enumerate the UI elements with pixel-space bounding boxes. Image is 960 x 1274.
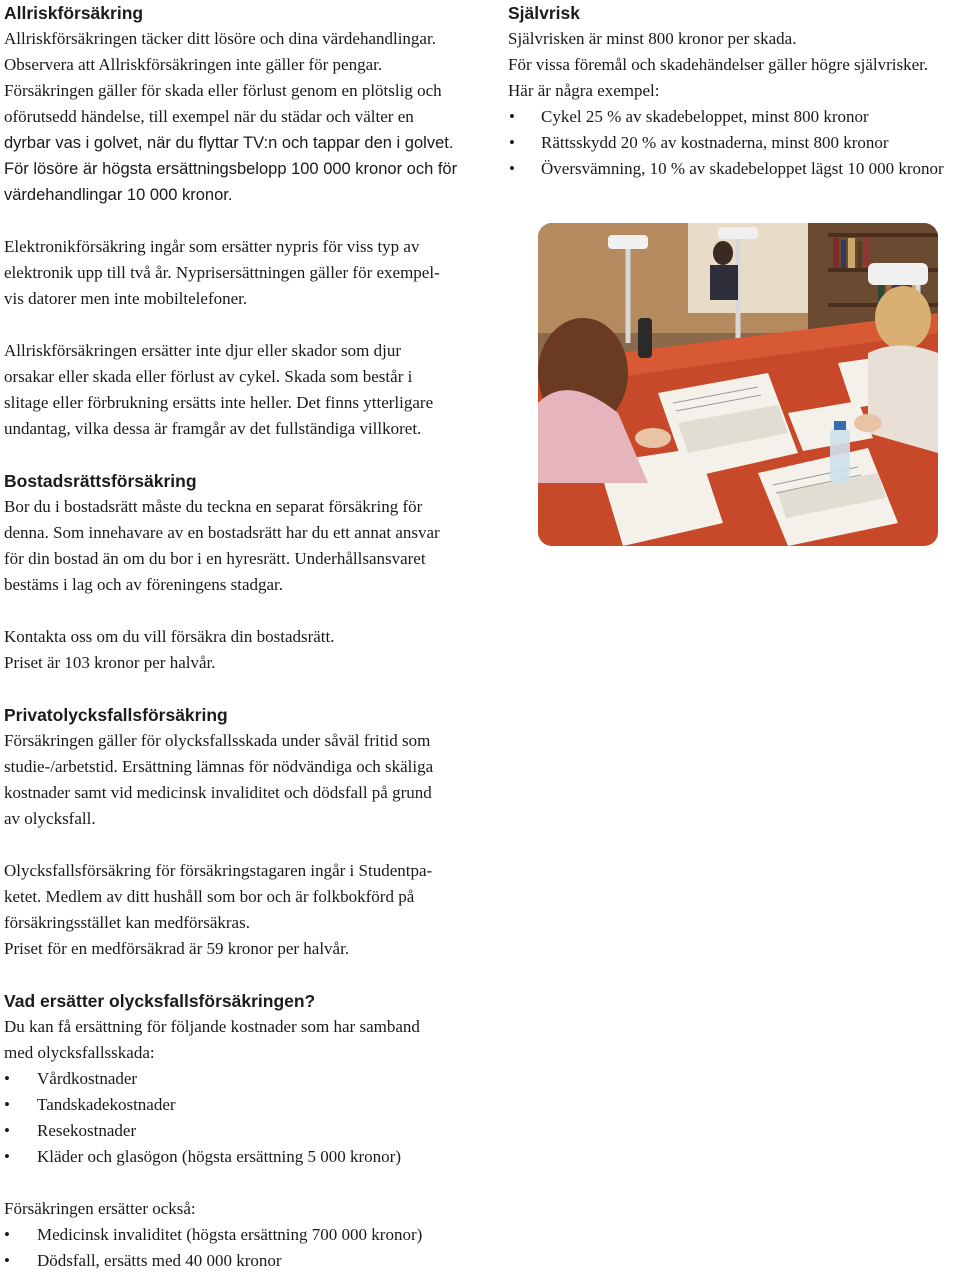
bostadsratt-section <box>4 468 474 598</box>
list-item: • Resekostnader <box>4 1118 474 1144</box>
undantag-text: slitage eller förbrukning ersätts inte heller. Det finns ytterligare <box>4 393 434 412</box>
privatolycksfall-section <box>4 702 474 832</box>
undantag-section <box>4 338 474 442</box>
allrisk-section <box>4 0 474 208</box>
list-item: • Kläder och glasögon (högsta ersättning 5 000 kronor) <box>4 1144 474 1170</box>
spacer <box>4 962 474 988</box>
sjalvrisk-list <box>508 104 960 182</box>
vad-ersatter-text: med olycksfallsskada: <box>4 1043 155 1062</box>
vad-ersatter-section <box>4 988 474 1170</box>
list-item: • Dödsfall, ersätts med 40 000 kronor <box>4 1248 474 1274</box>
kontakt-section <box>4 624 474 676</box>
spacer <box>4 442 474 468</box>
spacer <box>4 676 474 702</box>
bostadsratt-text: denna. Som innehavare av en bostadsrätt har du ett annat ansvar <box>4 523 440 542</box>
ersatter-ocksa-section <box>4 1196 474 1274</box>
elektronik-section <box>4 234 474 312</box>
allrisk-text: värdehandlingar 10 000 kronor. <box>4 186 233 204</box>
allrisk-text: oförutsedd händelse, till exempel när du städar och välter en <box>4 107 414 126</box>
bostadsratt-text: Bor du i bostadsrätt måste du teckna en separat försäkring för <box>4 497 423 516</box>
left-column <box>4 0 474 1274</box>
privatolycksfall-text: Försäkringen gäller för olycksfallsskada under såväl fritid som <box>4 731 431 750</box>
bostadsratt-text: för din bostad än om du bor i en hyresrätt. Underhållsansvaret <box>4 549 426 568</box>
price-text: Priset är 103 kronor per halvår. <box>4 653 216 672</box>
privatolycksfall-text: av olycksfall. <box>4 809 96 828</box>
elektronik-text: vis datorer men inte mobiltelefoner. <box>4 289 248 308</box>
privatolycksfall-text: studie-/arbetstid. Ersättning lämnas för nödvändiga och skäliga <box>4 757 434 776</box>
cost-list <box>4 1066 474 1170</box>
spacer <box>4 208 474 234</box>
sjalvrisk-text: Självrisken är minst 800 kronor per skada. <box>508 29 797 48</box>
list-item: • Medicinsk invaliditet (högsta ersättning 700 000 kronor) <box>4 1222 474 1248</box>
elektronik-text: elektronik upp till två år. Nyprisersättningen gäller för exempel- <box>4 263 440 282</box>
right-column <box>508 0 960 182</box>
spacer <box>4 312 474 338</box>
elektronik-text: Elektronikförsäkring ingår som ersätter nypris för viss typ av <box>4 237 420 256</box>
list-item: • Cykel 25 % av skadebeloppet, minst 800 kronor <box>508 104 960 130</box>
kontakt-text: Kontakta oss om du vill försäkra din bostadsrätt. <box>4 627 335 646</box>
studentpaket-text: ketet. Medlem av ditt hushåll som bor och är folkbokförd på <box>4 887 415 906</box>
list-item: • Vårdkostnader <box>4 1066 474 1092</box>
price-text: Priset för en medförsäkrad är 59 kronor per halvår. <box>4 939 350 958</box>
library-study-photo <box>538 223 938 546</box>
bostadsratt-text: bestäms i lag och av föreningens stadgar. <box>4 575 284 594</box>
allrisk-text: Allriskförsäkringen täcker ditt lösöre och dina värdehandlingar. <box>4 29 436 48</box>
sjalvrisk-text: Här är några exempel: <box>508 81 660 100</box>
photo-illustration <box>538 223 938 546</box>
allrisk-heading: Allriskförsäkring <box>4 3 144 23</box>
undantag-text: orsakar eller skada eller förlust av cykel. Skada som består i <box>4 367 413 386</box>
allrisk-text: dyrbar vas i golvet, när du flyttar TV:n och tappar den i golvet. <box>4 134 454 152</box>
vad-ersatter-text: Du kan få ersättning för följande kostnader som har samband <box>4 1017 420 1036</box>
spacer <box>4 832 474 858</box>
vad-ersatter-heading: Vad ersätter olycksfallsförsäkringen? <box>4 991 316 1011</box>
sjalvrisk-heading: Självrisk <box>508 3 580 23</box>
allrisk-text: Försäkringen gäller för skada eller förlust genom en plötslig och <box>4 81 442 100</box>
spacer <box>4 1170 474 1196</box>
list-item: • Tandskadekostnader <box>4 1092 474 1118</box>
ersatter-ocksa-intro: Försäkringen ersätter också: <box>4 1199 196 1218</box>
sjalvrisk-section <box>508 0 960 182</box>
list-item: • Översvämning, 10 % av skadebeloppet lägst 10 000 kronor <box>508 156 960 182</box>
undantag-text: undantag, vilka dessa är framgår av det fullständiga villkoret. <box>4 419 422 438</box>
sjalvrisk-text: För vissa föremål och skadehändelser gäller högre självrisker. <box>508 55 929 74</box>
allrisk-text: För lösöre är högsta ersättningsbelopp 100 000 kronor och för <box>4 160 458 178</box>
list-item: • Rättsskydd 20 % av kostnaderna, minst 800 kronor <box>508 130 960 156</box>
studentpaket-text: försäkringsstället kan medförsäkras. <box>4 913 250 932</box>
bostadsratt-heading: Bostadsrättsförsäkring <box>4 471 197 491</box>
privatolycksfall-heading: Privatolycksfallsförsäkring <box>4 705 228 725</box>
extra-coverage-list <box>4 1222 474 1274</box>
undantag-text: Allriskförsäkringen ersätter inte djur eller skador som djur <box>4 341 402 360</box>
privatolycksfall-text: kostnader samt vid medicinsk invaliditet och dödsfall på grund <box>4 783 432 802</box>
studentpaket-text: Olycksfallsförsäkring för försäkringstagaren ingår i Studentpa- <box>4 861 433 880</box>
studentpaket-section <box>4 858 474 962</box>
allrisk-text: Observera att Allriskförsäkringen inte gäller för pengar. <box>4 55 383 74</box>
spacer <box>4 598 474 624</box>
